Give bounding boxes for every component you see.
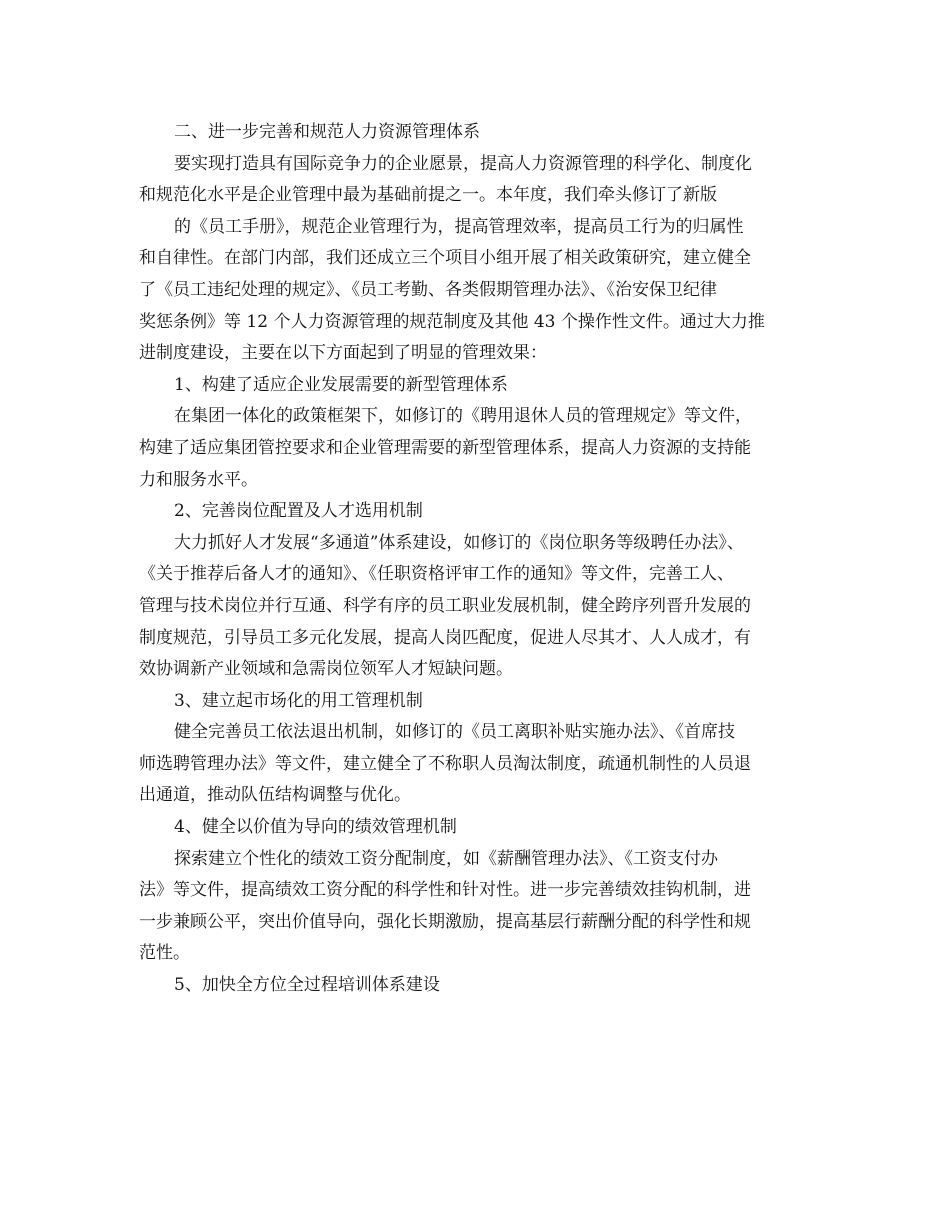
text-line: 力和服务水平。: [139, 469, 258, 490]
text-line: 师选聘管理办法》等文件，建立健全了不称职人员淘汰制度，疏通机制性的人员退: [139, 753, 751, 774]
text-line: 健全完善员工依法退出机制，如修订的《员工离职补贴实施办法》、《首席技: [174, 722, 735, 743]
text-line: 奖惩条例》等 12 个人力资源管理的规范制度及其他 43 个操作性文件。通过大力推: [139, 311, 765, 332]
text-line: 1、构建了适应企业发展需要的新型管理体系: [174, 374, 508, 395]
text-line: 在集团一体化的政策框架下，如修订的《聘用退休人员的管理规定》等文件，: [174, 406, 752, 427]
text-line: 3、建立起市场化的用工管理机制: [174, 690, 423, 711]
text-line: 进制度建设，主要在以下方面起到了明显的管理效果：: [139, 343, 547, 364]
text-line: 和自律性。在部门内部，我们还成立三个项目小组开展了相关政策研究，建立健全: [139, 248, 751, 269]
text-line: 要实现打造具有国际竞争力的企业愿景，提高人力资源管理的科学化、制度化: [174, 153, 752, 174]
text-line: 4、健全以价值为导向的绩效管理机制: [174, 817, 457, 838]
text-line: 出通道，推动队伍结构调整与优化。: [139, 785, 411, 806]
text-line: 5、加快全方位全过程培训体系建设: [174, 975, 440, 996]
text-line: 探索建立个性化的绩效工资分配制度，如《薪酬管理办法》、《工资支付办: [174, 848, 718, 869]
text-line: 的《员工手册》，规范企业管理行为，提高管理效率，提高员工行为的归属性: [174, 216, 744, 237]
document-body: [139, 117, 815, 1002]
text-line: 《关于推荐后备人才的通知》、《任职资格评审工作的通知》等文件，完善工人、: [139, 564, 734, 585]
text-line: 法》等文件，提高绩效工资分配的科学性和针对性。进一步完善绩效挂钩机制，进: [139, 880, 751, 901]
text-line: 效协调新产业领域和急需岗位领军人才短缺问题。: [139, 659, 513, 680]
text-line: 二、进一步完善和规范人力资源管理体系: [174, 122, 480, 142]
text-line: 一步兼顾公平，突出价值导向，强化长期激励，提高基层行薪酬分配的科学性和规: [139, 911, 751, 932]
text-line: 构建了适应集团管控要求和企业管理需要的新型管理体系，提高人力资源的支持能: [139, 437, 751, 458]
text-line: 大力抓好人才发展“多通道”体系建设，如修订的《岗位职务等级聘任办法》、: [174, 532, 744, 553]
text-line: 管理与技术岗位并行互通、科学有序的员工职业发展机制，健全跨序列晋升发展的: [139, 595, 751, 616]
text-line: 范性。: [139, 943, 190, 964]
text-line: 2、完善岗位配置及人才选用机制: [174, 501, 423, 522]
text-line: 和规范化水平是企业管理中最为基础前提之一。本年度，我们牵头修订了新版: [139, 185, 717, 206]
text-line: 制度规范，引导员工多元化发展，提高人岗匹配度，促进人尽其才、人人成才，有: [139, 627, 751, 648]
text-line: 了《员工违纪处理的规定》、《员工考勤、各类假期管理办法》、《治安保卫纪律: [139, 279, 717, 300]
